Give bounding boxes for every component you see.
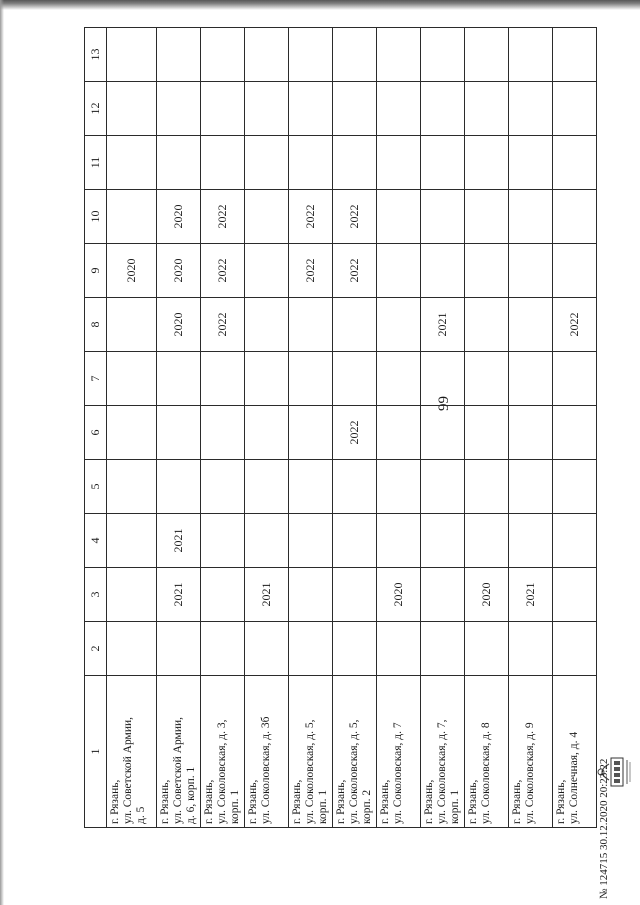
address-line: г. Рязань,: [109, 779, 121, 824]
year-cell: [107, 298, 157, 352]
year-cell: [333, 514, 377, 568]
address-line: г. Рязань,: [467, 779, 479, 824]
table-row: [377, 28, 421, 828]
address-line: ул. Соколовская, д. 3б: [260, 716, 272, 824]
year-cell: [333, 568, 377, 622]
year-cell: [289, 514, 333, 568]
table-row: [553, 28, 597, 828]
year-cell: [509, 82, 553, 136]
column-header: 7: [85, 352, 107, 406]
address-cell: [245, 676, 289, 828]
year-cell: [201, 460, 245, 514]
year-cell: 2022: [333, 244, 377, 298]
year-cell: [107, 136, 157, 190]
year-cell: [245, 82, 289, 136]
year-cell: [289, 622, 333, 676]
address-line: ул. Соколовская, д. 5,: [304, 719, 316, 824]
year-cell: [465, 352, 509, 406]
table-row: [333, 28, 377, 828]
address-line: г. Рязань,: [159, 779, 171, 824]
address-line: г. Рязань,: [555, 779, 567, 824]
year-cell: [107, 190, 157, 244]
year-cell: [553, 568, 597, 622]
year-cell: [107, 568, 157, 622]
year-cell: [421, 568, 465, 622]
year-cell: [377, 514, 421, 568]
year-cell: [333, 460, 377, 514]
year-cell: [333, 136, 377, 190]
year-cell: [201, 28, 245, 82]
year-cell: [333, 352, 377, 406]
year-cell: [509, 352, 553, 406]
year-cell: [553, 82, 597, 136]
column-header: 1: [85, 676, 107, 828]
year-cell: [245, 352, 289, 406]
year-cell: [157, 136, 201, 190]
column-header: 13: [85, 28, 107, 82]
table-row: [201, 28, 245, 828]
year-cell: [245, 244, 289, 298]
scan-edge-shadow-left: [0, 0, 4, 905]
year-cell: 2020: [157, 298, 201, 352]
year-cell: [245, 514, 289, 568]
year-cell: [553, 622, 597, 676]
year-cell: 2021: [509, 568, 553, 622]
address-line: корп. 1: [317, 789, 329, 824]
year-cell: [377, 244, 421, 298]
year-cell: 2022: [201, 244, 245, 298]
year-cell: [107, 352, 157, 406]
year-cell: [245, 136, 289, 190]
address-cell: [509, 676, 553, 828]
year-cell: [421, 406, 465, 460]
address-cell: [465, 676, 509, 828]
address-line: г. Рязань,: [335, 779, 347, 824]
year-cell: 2022: [333, 406, 377, 460]
year-cell: [421, 244, 465, 298]
year-cell: 2022: [333, 190, 377, 244]
address-line: корп. 1: [449, 789, 461, 824]
year-cell: [245, 406, 289, 460]
address-line: ул. Солнечная, д. 4: [568, 731, 580, 824]
year-cell: [509, 136, 553, 190]
address-line: г. Рязань,: [247, 779, 259, 824]
address-line: д. 6, корп. 1: [185, 766, 197, 824]
year-cell: 2022: [289, 190, 333, 244]
year-cell: [509, 406, 553, 460]
year-cell: [377, 622, 421, 676]
table-header-row: [85, 28, 107, 828]
year-cell: [553, 514, 597, 568]
address-line: д. 5: [135, 806, 147, 824]
year-cell: 2022: [289, 244, 333, 298]
year-cell: [377, 460, 421, 514]
column-header: 11: [85, 136, 107, 190]
year-cell: [289, 298, 333, 352]
year-cell: [421, 28, 465, 82]
year-cell: [245, 190, 289, 244]
year-cell: [553, 28, 597, 82]
year-cell: [553, 352, 597, 406]
year-cell: [289, 460, 333, 514]
document-registration-note: № 124715 30.12.2020 20:23:22: [598, 758, 610, 899]
address-line: ул. Соколовская, д. 9: [524, 722, 536, 824]
year-cell: 2020: [107, 244, 157, 298]
year-cell: [107, 406, 157, 460]
year-cell: [201, 352, 245, 406]
year-cell: [201, 514, 245, 568]
year-cell: [157, 352, 201, 406]
column-header: 9: [85, 244, 107, 298]
table-row: [465, 28, 509, 828]
year-cell: 2021: [157, 514, 201, 568]
address-cell: [107, 676, 157, 828]
address-line: корп. 1: [229, 789, 241, 824]
address-cell: [157, 676, 201, 828]
year-cell: [201, 136, 245, 190]
page-number: 99: [436, 396, 452, 411]
address-line: ул. Советской Армии,: [172, 716, 184, 824]
address-cell: [553, 676, 597, 828]
scan-edge-shadow-top: [0, 0, 640, 10]
address-line: ул. Соколовская, д. 8: [480, 722, 492, 824]
year-cell: [465, 514, 509, 568]
year-cell: [157, 82, 201, 136]
year-cell: [421, 352, 465, 406]
column-header: 2: [85, 622, 107, 676]
year-cell: [289, 568, 333, 622]
year-cell: [107, 82, 157, 136]
year-cell: [333, 28, 377, 82]
year-cell: [201, 406, 245, 460]
table-row: [245, 28, 289, 828]
year-cell: [421, 136, 465, 190]
address-line: г. Рязань,: [379, 779, 391, 824]
column-header: 4: [85, 514, 107, 568]
year-cell: [333, 622, 377, 676]
year-cell: [377, 298, 421, 352]
year-cell: [465, 460, 509, 514]
year-cell: [553, 460, 597, 514]
column-header: 5: [85, 460, 107, 514]
year-cell: [465, 28, 509, 82]
address-cell: [377, 676, 421, 828]
column-header: 8: [85, 298, 107, 352]
rotated-table-wrapper: [84, 28, 581, 828]
year-cell: 2021: [245, 568, 289, 622]
year-cell: [377, 352, 421, 406]
year-cell: 2020: [157, 244, 201, 298]
column-header: 6: [85, 406, 107, 460]
year-cell: [509, 298, 553, 352]
year-cell: [289, 406, 333, 460]
year-cell: [421, 82, 465, 136]
year-cell: [465, 82, 509, 136]
table-row: [509, 28, 553, 828]
year-cell: 2022: [201, 190, 245, 244]
address-cell: [421, 676, 465, 828]
address-cell: [333, 676, 377, 828]
year-cell: [245, 622, 289, 676]
address-line: г. Рязань,: [511, 779, 523, 824]
year-cell: [509, 28, 553, 82]
year-cell: [377, 82, 421, 136]
year-cell: [333, 82, 377, 136]
year-cell: [289, 136, 333, 190]
year-cell: [377, 406, 421, 460]
year-cell: [421, 514, 465, 568]
year-cell: 2021: [157, 568, 201, 622]
address-line: г. Рязань,: [203, 779, 215, 824]
year-cell: [421, 460, 465, 514]
year-cell: [201, 568, 245, 622]
year-cell: 2021: [421, 298, 465, 352]
year-cell: 2020: [465, 568, 509, 622]
year-cell: [377, 136, 421, 190]
table-row: [421, 28, 465, 828]
year-cell: [289, 82, 333, 136]
year-cell: [421, 622, 465, 676]
table-row: [157, 28, 201, 828]
address-line: ул. Соколовская, д. 5,: [348, 719, 360, 824]
address-line: г. Рязань,: [291, 779, 303, 824]
year-cell: [157, 460, 201, 514]
address-line: ул. Советской Армии,: [122, 716, 134, 824]
year-cell: [509, 514, 553, 568]
registration-stamp-icon: [587, 754, 639, 790]
table-row: [107, 28, 157, 828]
address-line: корп. 2: [361, 789, 373, 824]
year-cell: [245, 298, 289, 352]
address-line: ул. Соколовская, д. 3,: [216, 719, 228, 824]
address-line: ул. Соколовская, д. 7,: [436, 719, 448, 824]
year-cell: [553, 244, 597, 298]
year-cell: [333, 298, 377, 352]
year-cell: [553, 406, 597, 460]
year-cell: [245, 460, 289, 514]
column-header: 10: [85, 190, 107, 244]
year-cell: [245, 28, 289, 82]
year-cell: [107, 514, 157, 568]
year-cell: [465, 406, 509, 460]
address-cell: [201, 676, 245, 828]
year-cell: [377, 28, 421, 82]
year-cell: [465, 298, 509, 352]
year-cell: 2020: [157, 190, 201, 244]
year-cell: [509, 244, 553, 298]
year-cell: [509, 622, 553, 676]
year-cell: 2022: [553, 298, 597, 352]
year-cell: [157, 28, 201, 82]
year-cell: [157, 406, 201, 460]
year-cell: [465, 244, 509, 298]
year-cell: [465, 136, 509, 190]
year-cell: [107, 28, 157, 82]
address-line: ул. Соколовская, д. 7: [392, 722, 404, 824]
year-cell: [289, 28, 333, 82]
year-cell: [157, 622, 201, 676]
year-cell: [289, 352, 333, 406]
year-cell: [509, 190, 553, 244]
year-cell: [201, 622, 245, 676]
table-row: [289, 28, 333, 828]
year-cell: [465, 190, 509, 244]
year-cell: [509, 460, 553, 514]
year-cell: [553, 190, 597, 244]
year-cell: 2020: [377, 568, 421, 622]
address-cell: [289, 676, 333, 828]
year-cell: 2022: [201, 298, 245, 352]
schedule-table: [84, 27, 597, 828]
year-cell: [107, 460, 157, 514]
year-cell: [201, 82, 245, 136]
address-line: г. Рязань,: [423, 779, 435, 824]
year-cell: [421, 190, 465, 244]
year-cell: [465, 622, 509, 676]
year-cell: [377, 190, 421, 244]
column-header: 3: [85, 568, 107, 622]
year-cell: [107, 622, 157, 676]
column-header: 12: [85, 82, 107, 136]
year-cell: [553, 136, 597, 190]
